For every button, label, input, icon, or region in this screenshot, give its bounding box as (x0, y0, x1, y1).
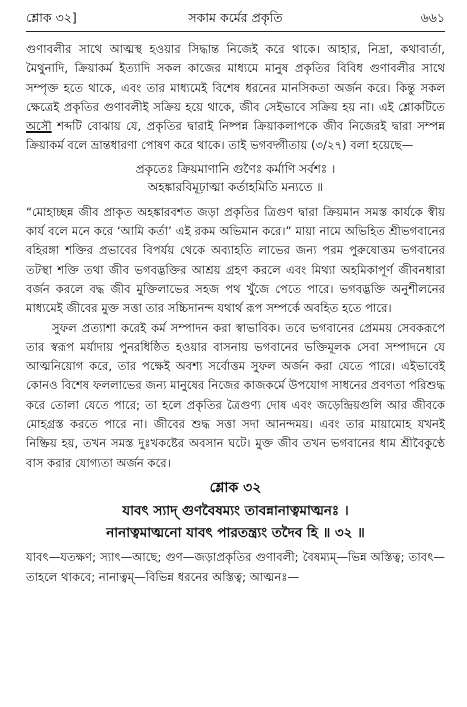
purport-paragraph-3: সুফল প্রত্যাশা করেই কর্ম সম্পাদন করা স্বাভাবিক। তবে ভগবানের প্রেমময় সেবকরূপে তার স্বরূপ মর্যাদায় পুনরধিষ্ঠিত হওয়ার বাসনায় ভগবানের ভক্তিমূলক সেবা সম্পাদনে যে আত্মনিয়োগ করে, তার পক্ষেই অবশ্য সর্বোত্তম সুফল অর্জন করা যেতে পারে। এইভাবেই কোনও বিশেষ ফললাভের জন্য মানুষের নিজের কাজকর্মে উপযোগ সাধনের প্রবণতা পরিশুদ্ধ করে তোলা যেতে পারে; তা হলে প্রকৃতির ত্রৈগুণ্য দোষ এবং জড়েন্দ্রিয়গুলি আর জীবকে মোহগ্রস্ত করতে পারে না। জীবের শুদ্ধ সত্তা সদা আনন্দময়। এবং তার মায়ামোহ যখনই নিষ্ক্রিয় হয়, তখন সমস্ত দুঃখকষ্টের অবসান ঘটে। মুক্ত জীব তখন ভগবানের ধাম শ্রীবৈকুণ্ঠে বাস করার যোগ্যতা অর্জন করে। (26, 320, 445, 470)
main-verse-line-2: নানাত্বমাত্মনো যাবৎ পারতন্ত্র্যং তদৈব হি ॥ ৩২ ॥ (106, 525, 365, 542)
header-sloka-ref: শ্লোক ৩২] (26, 10, 77, 25)
page-body (26, 40, 445, 587)
gita-quote (26, 160, 445, 197)
para1-text-b: শব্দটি বোঝায় যে, প্রকৃতির দ্বারাই নিষ্পন্ন ক্রিয়াকলাপকে জীব নিজেরই দ্বারা সম্পন্ন ক্রিয়াকর্ম বলে ভ্রান্তধারণা পোষণ করে থাকে। তাই ভগবদ্গীতায় (৩/২৭) বলা হয়েছে— (26, 119, 445, 153)
header-chapter-title: সকাম কর্মের প্রকৃতি (188, 10, 283, 25)
page-header (26, 10, 445, 30)
para1-text-a: গুণাবলীর সাথে আত্মস্থ হওয়ার সিদ্ধান্ত নিজেই করে থাকে। আহার, নিদ্রা, কথাবার্তা, মৈথুনাদি, ক্রিয়াকর্ম ইত্যাদি সকল কাজের মাধ্যমে মানুষ প্রকৃতির বিবিধ গুণাবলীর সাথে সম্পৃক্ত হতে থাকে, এবং তার মাধ্যমেই বিশেষ ধরনের মানসিকতা অর্জন করে। কিন্তু সকল ক্ষেত্রেই প্রকৃতির গুণাবলীই সক্রিয় হয়ে থাকে, জীব সেইভাবে সক্রিয় হয় না। এই শ্লোকটিতে (26, 42, 445, 114)
gita-quote-line-1: প্রকৃতেঃ ক্রিয়মাণানি গুণৈঃ কর্মাণি সর্বশঃ । (135, 161, 336, 176)
synonyms: যাবৎ—যতক্ষণ; স্যাৎ—আছে; গুণ—জড়াপ্রকৃতির গুণাবলী; বৈষম্যম্—ভিন্ন অস্তিত্ব; তাবৎ—তাহলে থাকবে; নানাত্বম্—বিভিন্ন ধরনের অস্তিত্ব; আত্মনঃ— (26, 550, 445, 584)
main-verse (26, 500, 445, 544)
gita-quote-line-2: অহঙ্কারবিমূঢ়াত্মা কর্তাহমিতি মন্যতে ॥ (147, 180, 324, 195)
purport-paragraph-2: “মোহাচ্ছন্ন জীব প্রাকৃত অহঙ্কারবশত জড়া প্রকৃতির ত্রিগুণ দ্বারা ক্রিয়মান সমস্ত কার্যকে স্বীয় কার্য বলে মনে করে ‘আমি কর্তা’ এই রকম অভিমান করে।” মায়া নামে অভিহিত শ্রীভগবানের বহিরঙ্গা শক্তির প্রভাবের বিপর্যয় থেকে অব্যাহতি লাভের জন্য পরম পুরুষোত্তম ভগবানের তটস্থা শক্তি তথা জীব ভগবদ্ভক্তির আশ্রয় গ্রহণ করলে এবং মিথ্যা অহমিকাপূর্ণ জীবনধারা বর্জন করলে বদ্ধ জীব মুক্তিলাভের সহজ পথ খুঁজে পেতে পারে। ভগবদ্ভক্তি অনুশীলনের মাধ্যমেই জীবের মুক্ত সত্তা তার সচ্চিদানন্দ যথার্থ রূপ সম্পর্কে অবহিত হতে পারে। (26, 204, 445, 316)
sloka-heading: শ্লোক ৩২ (209, 479, 262, 496)
header-rule (26, 31, 445, 32)
para1-emphasis: অসৌ (26, 119, 52, 134)
purport-paragraph-1 (26, 40, 445, 156)
header-page-number: ৬৬১ (420, 10, 445, 25)
main-verse-line-1: যাবৎ স্যাদ্ গুণবৈষম্যং তাবন্নানাত্বমাত্মনঃ । (122, 503, 349, 520)
